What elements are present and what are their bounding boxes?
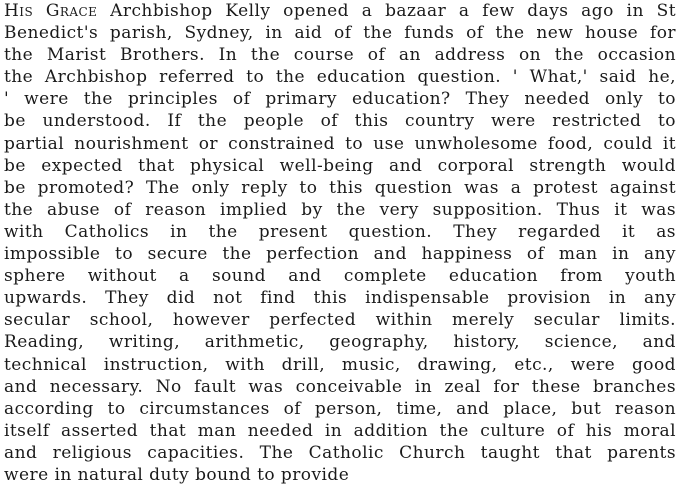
article-line: technical instruction, with drill, music, drawing, etc., were good bbox=[4, 354, 676, 375]
article-line: partial nourishment or constrained to use unwholesome food, could it bbox=[4, 133, 676, 154]
article-line: be promoted? The only reply to this question was a protest against bbox=[4, 177, 676, 198]
article-line: secular school, however perfected within merely secular limits. bbox=[4, 310, 676, 331]
article-line: sphere without a sound and complete education from youth bbox=[4, 266, 676, 287]
article-lead-in: His Grace bbox=[4, 1, 98, 21]
article-line: with Catholics in the present question. They regarded it as bbox=[4, 221, 676, 242]
article-line: impossible to secure the perfection and happiness of man in any bbox=[4, 244, 676, 265]
article-line: ' were the principles of primary education? They needed only to bbox=[4, 89, 676, 110]
article-line: the Archbishop referred to the education question. ' What,' said he, bbox=[4, 67, 676, 88]
newspaper-article bbox=[4, 0, 676, 486]
article-line: and necessary. No fault was conceivable in zeal for these branches bbox=[4, 376, 676, 397]
article-line: Benedict's parish, Sydney, in aid of the funds of the new house for bbox=[4, 23, 676, 44]
article-line: be expected that physical well-being and corporal strength would bbox=[4, 155, 676, 176]
article-line: upwards. They did not find this indispensable provision in any bbox=[4, 288, 676, 309]
article-line: Reading, writing, arithmetic, geography, history, science, and bbox=[4, 332, 676, 353]
article-line: itself asserted that man needed in addition the culture of his moral bbox=[4, 420, 676, 441]
article-line: according to circumstances of person, time, and place, but reason bbox=[4, 398, 676, 419]
article-line: be understood. If the people of this country were restricted to bbox=[4, 111, 676, 132]
article-line: were in natural duty bound to provide bbox=[4, 464, 350, 485]
article-line-text: Archbishop Kelly opened a bazaar a few days ago in St bbox=[97, 1, 676, 21]
article-line: the abuse of reason implied by the very supposition. Thus it was bbox=[4, 199, 676, 220]
article-line bbox=[4, 0, 676, 22]
article-line: and religious capacities. The Catholic Church taught that parents bbox=[4, 442, 676, 463]
article-line: the Marist Brothers. In the course of an address on the occasion bbox=[4, 45, 676, 66]
